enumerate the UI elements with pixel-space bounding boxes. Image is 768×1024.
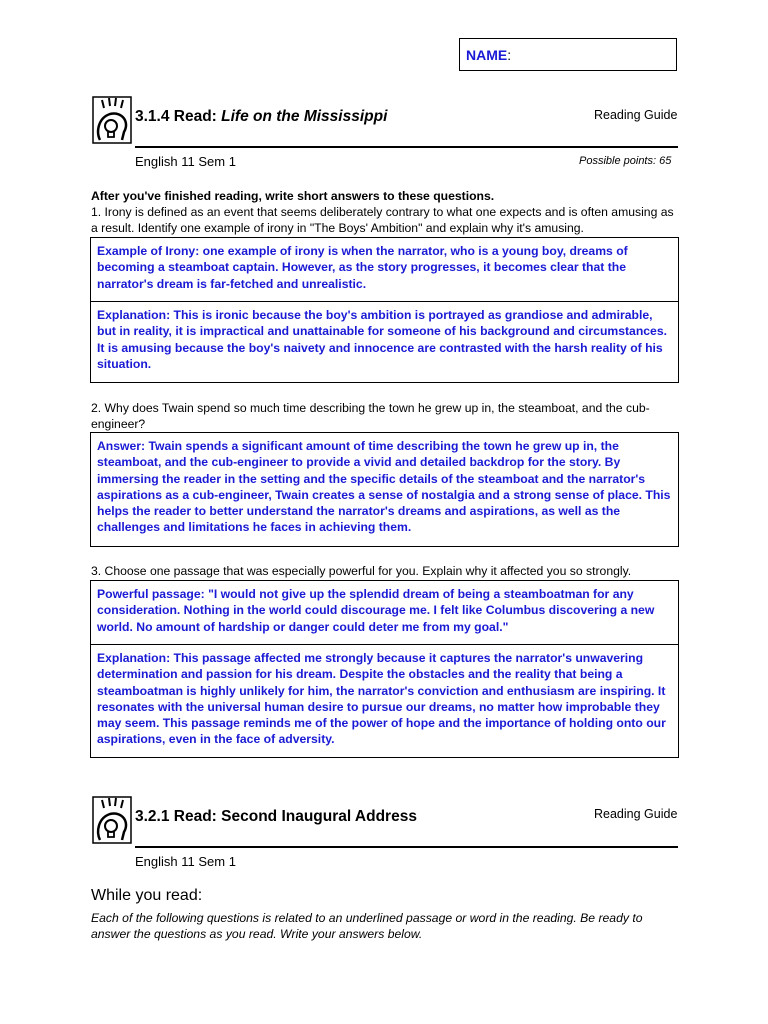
while-you-read-description: Each of the following questions is related to an underlined passage or word in the reading. Be ready to answer the questions as you read. Write your answers below. (91, 911, 643, 941)
lesson-2-title: 3.2.1 Read: Second Inaugural Address (135, 808, 417, 825)
course-label-2: English 11 Sem 1 (135, 854, 236, 869)
answer-box-1a[interactable]: Example of Irony: one example of irony is when the narrator, who is a young boy, dreams of becoming a steamboat captain. However, as the story progresses, it becomes clear that the narrator's dream is far-fetched and unrealistic. (90, 237, 679, 302)
answer-box-3b[interactable]: Explanation: This passage affected me strongly because it captures the narrator's unwavering determination and passion for his dream. Despite the obstacles and the reality that being a steamboatman is highly unlikely for him, the narrator's conviction and enthusiasm are inspiring. It resonates with the universal human desire to pursue our dreams, no matter how improbable they may seem. This passage reminds me of the power of hope and the importance of holding onto our aspirations, even in the face of adversity. (90, 644, 679, 758)
course-label: English 11 Sem 1 (135, 154, 236, 169)
name-label: NAME: (466, 47, 512, 63)
answer-box-1b[interactable]: Explanation: This is ironic because the boy's ambition is portrayed as grandiose and admirable, but in reality, it is impractical and unattainable for someone of his background and circumstances. It is amusing because the boy's naivety and innocence are contrasted with the harsh reality of his situation. (90, 301, 679, 383)
header-rule (135, 146, 678, 148)
reading-guide-label-2: Reading Guide (594, 807, 678, 821)
while-you-read-heading: While you read: (91, 887, 203, 904)
question-3: 3. Choose one passage that was especially powerful for you. Explain why it affected you so strongly. (91, 564, 632, 578)
reading-guide-label: Reading Guide (594, 108, 678, 122)
question-2: 2. Why does Twain spend so much time describing the town he grew up in, the steamboat, and the cub-engineer? (91, 401, 650, 431)
question-1: 1. Irony is defined as an event that seems deliberately contrary to what one expects and is often amusing as a result. Identify one example of irony in "The Boys' Ambition" and explain why it's amusing. (91, 205, 674, 235)
header-rule-2 (135, 846, 678, 848)
answer-box-2[interactable]: Answer: Twain spends a significant amount of time describing the town he grew up in, the steamboat, and the cub-engineer to provide a vivid and detailed backdrop for the story. By immersing the reader in the setting and the specific details of the steamboat and the narrator's aspirations as a cub-engineer, Twain creates a sense of nostalgia and a strong sense of place. This helps the reader to better understand the narrator's dreams and aspirations, as well as the challenges and limitations he faces in achieving them. (90, 432, 679, 547)
answer-box-3a[interactable]: Powerful passage: "I would not give up the splendid dream of being a steamboatman for any consideration. Nothing in the world could discourage me. I felt like Columbus discovering a new world. No amount of hardship or danger could deter me from my goal." (90, 580, 679, 645)
lesson-title: 3.1.4 Read: Life on the Mississippi (135, 108, 388, 125)
instructions: After you've finished reading, write short answers to these questions. (91, 189, 495, 203)
lightbulb-head-icon (92, 96, 132, 144)
possible-points: Possible points: 65 (579, 155, 672, 167)
lightbulb-head-icon (92, 796, 132, 844)
name-field[interactable] (459, 38, 677, 71)
